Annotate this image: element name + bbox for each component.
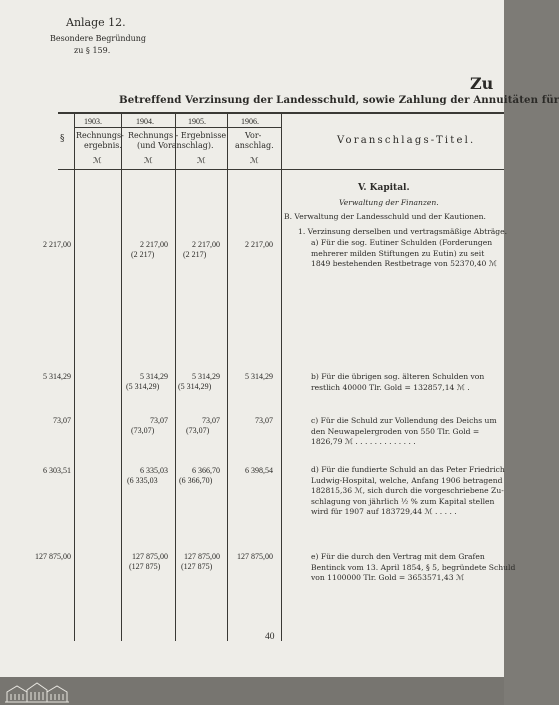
zu-label: Zu — [470, 74, 494, 93]
row-a-1903: 2 217,00 — [43, 240, 71, 249]
anlage-label: Anlage 12. — [66, 16, 126, 29]
year-1904: 1904. — [136, 117, 154, 126]
row-c-1903: 73,07 — [53, 416, 71, 425]
row-c-line-1: c) Für die Schuld zur Vollendung des Deichs um — [311, 416, 497, 425]
row-d-1905: 6 366,70 — [192, 466, 220, 475]
row-b-1903: 5 314,29 — [43, 372, 71, 381]
viewer-footer-bar — [0, 677, 504, 705]
row-a-1905: 2 217,00 — [192, 240, 220, 249]
row-c-1906: 73,07 — [255, 416, 273, 425]
row-d-line-1: d) Für die fundierte Schuld an das Peter Friedrich — [311, 465, 505, 474]
row-c-1905p: (73,07) — [186, 426, 210, 435]
row-a-1906: 2 217,00 — [245, 240, 273, 249]
row-c-1904: 73,07 — [150, 416, 168, 425]
row-c-line-3: 1826,79 ℳ . . . . . . . . . . . . . — [311, 437, 416, 447]
row-e-line-2: Bentinck vom 13. April 1854, § 5, begründete Schuld — [311, 562, 516, 572]
section-b: B. Verwaltung der Landesschuld und der Kautionen. — [284, 212, 486, 221]
row-e-line-3: von 1100000 Tlr. Gold = 3653571,43 ℳ — [311, 573, 465, 583]
col-sep-2 — [121, 113, 122, 641]
col1-label-2: ergebnis. — [84, 141, 122, 150]
year-rule — [74, 127, 281, 128]
section-one: 1. Verzinsung derselben und vertragsmäßige Abträge. — [298, 227, 508, 236]
row-c-line-2: den Neuwapelergroden von 550 Tlr. Gold = — [311, 426, 480, 436]
row-b-text — [311, 372, 484, 393]
row-d-line-4: schlagung von jährlich ½ % zum Kapital stellen — [311, 496, 495, 506]
row-e-1905p: (127 875) — [181, 562, 213, 571]
unit-1906: ℳ — [250, 156, 259, 165]
row-d-line-3: 182815,36 ℳ, sich durch die vorgeschriebene Zu- — [311, 486, 504, 496]
row-b-line-2: restlich 40000 Tlr. Gold = 132857,14 ℳ . — [311, 382, 470, 392]
titel-label: Voranschlags-Titel. — [337, 135, 476, 146]
row-c-text — [311, 416, 497, 448]
row-a-1904: 2 217,00 — [140, 240, 168, 249]
row-a-line-2: mehrerer milden Stiftungen zu Eutin) zu seit — [311, 248, 485, 258]
paragraph-label: zu § 159. — [74, 46, 111, 55]
row-e-1903: 127 875,00 — [35, 552, 71, 561]
page-title: Betreffend Verzinsung der Landesschuld, sowie Zahlung der Annuitäten für — [119, 94, 559, 106]
unit-1904: ℳ — [144, 156, 153, 165]
unit-1903: ℳ — [93, 156, 102, 165]
row-b-1904: 5 314,29 — [140, 372, 168, 381]
row-c-1904p: (73,07) — [131, 426, 155, 435]
row-d-1903: 6 303,51 — [43, 466, 71, 475]
row-b-line-1: b) Für die übrigen sog. älteren Schulden von — [311, 372, 485, 381]
page-number: 40 — [265, 632, 275, 642]
row-d-1905p: (6 366,70) — [179, 476, 213, 485]
row-b-1905: 5 314,29 — [192, 372, 220, 381]
col23-label-1: Rechnungs - Ergebnisse — [128, 131, 227, 140]
row-d-line-5: wird für 1907 auf 183729,44 ℳ . . . . . — [311, 507, 457, 517]
row-d-1904: 6 335,03 — [140, 466, 168, 475]
row-e-1904p: (127 875) — [129, 562, 161, 571]
row-a-1904p: (2 217) — [131, 250, 155, 259]
section-symbol: § — [60, 134, 65, 144]
year-1906: 1906. — [241, 117, 259, 126]
row-d-text — [311, 465, 505, 518]
col-sep-1 — [74, 113, 75, 641]
row-e-line-1: e) Für die durch den Vertrag mit dem Grafen — [311, 552, 485, 561]
col-sep-4 — [227, 113, 228, 641]
row-e-1904: 127 875,00 — [132, 552, 168, 561]
row-d-line-2: Ludwig-Hospital, welche, Anfang 1906 betragend — [311, 475, 503, 485]
row-d-1904p: (6 335,03 — [127, 476, 158, 485]
row-b-1906: 5 314,29 — [245, 372, 273, 381]
section-sub: Verwaltung der Finanzen. — [339, 198, 439, 207]
row-a-line-1: a) Für die sog. Eutiner Schulden (Forderungen — [311, 238, 493, 247]
row-a-text — [311, 238, 497, 270]
row-d-1906: 6 398,54 — [245, 466, 273, 475]
col-sep-5 — [281, 113, 282, 641]
row-a-1905p: (2 217) — [183, 250, 207, 259]
library-building-logo — [3, 680, 71, 704]
year-1903: 1903. — [84, 117, 102, 126]
col-sep-3 — [175, 113, 176, 641]
col4-label-2: anschlag. — [235, 141, 274, 150]
col4-label-1: Vor- — [245, 131, 262, 140]
unit-1905: ℳ — [197, 156, 206, 165]
row-b-1904p: (5 314,29) — [126, 382, 160, 391]
row-c-1905: 73,07 — [202, 416, 220, 425]
row-e-1905: 127 875,00 — [184, 552, 220, 561]
row-e-text — [311, 552, 515, 584]
col23-label-2: (und Voranschlag). — [137, 141, 214, 150]
section-heading: V. Kapital. — [358, 183, 410, 193]
row-e-1906: 127 875,00 — [237, 552, 273, 561]
col1-label-1: Rechnungs- — [76, 131, 124, 140]
row-b-1905p: (5 314,29) — [178, 382, 212, 391]
begruendung-label: Besondere Begründung — [50, 34, 147, 43]
year-1905: 1905. — [188, 117, 206, 126]
row-a-line-3: 1849 bestehenden Restbetrage von 52370,40 ℳ — [311, 259, 497, 269]
